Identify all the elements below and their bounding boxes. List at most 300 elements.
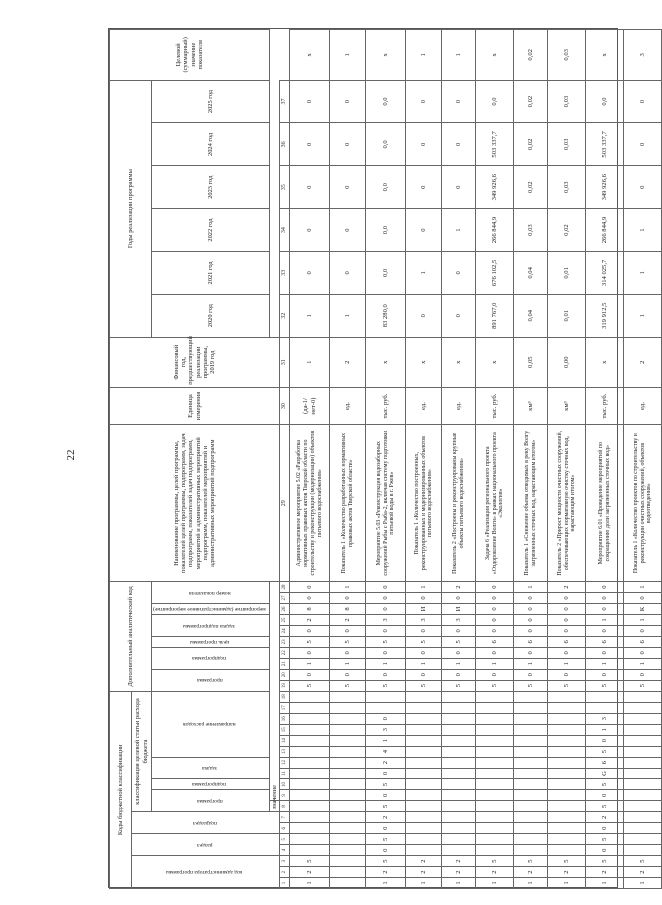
column-number: 25 — [280, 614, 290, 625]
code-digit: 1 — [586, 878, 624, 889]
code-digit: 1 — [442, 878, 476, 889]
code-digit: 0 — [586, 669, 624, 680]
code-digit: 5 — [366, 636, 406, 647]
row-year-value: 349 926,6 — [586, 166, 624, 209]
code-digit: 2 — [548, 582, 586, 593]
code-digit — [548, 702, 586, 713]
code-digit — [624, 779, 662, 790]
row-target-value: 1 — [406, 30, 442, 81]
code-digit — [514, 845, 548, 856]
code-digit — [330, 735, 366, 746]
row-target-value: 1 — [442, 30, 476, 81]
code-digit: 1 — [548, 878, 586, 889]
code-digit: 5 — [330, 636, 366, 647]
code-digit: 5 — [442, 636, 476, 647]
code-digit: 1 — [406, 658, 442, 669]
column-number: 10 — [280, 779, 290, 790]
code-digit: 6 — [548, 636, 586, 647]
column-number: 23 — [280, 636, 290, 647]
code-digit: 1 — [586, 614, 624, 625]
code-digit: 0 — [624, 647, 662, 658]
code-digit — [514, 812, 548, 823]
row-name: Показатель 1 «Количество разработанных нормативных правовых актов Тверской области» — [330, 425, 366, 582]
code-digit: 1 — [624, 614, 662, 625]
row-prev-year-value: х — [476, 337, 514, 387]
code-digit — [290, 735, 330, 746]
code-digit: 2 — [406, 856, 442, 867]
column-number: 29 — [280, 425, 290, 582]
table-row — [442, 30, 476, 889]
code-digit — [514, 746, 548, 757]
code-digit — [366, 691, 406, 702]
code-digit — [406, 845, 442, 856]
year-2023-header: 2023 год — [152, 166, 270, 209]
code-digit — [514, 757, 548, 768]
code-digit — [406, 790, 442, 801]
row-year-value: 0 — [290, 166, 330, 209]
row-year-value: 0 — [442, 251, 476, 294]
code-digit — [290, 845, 330, 856]
code-digit — [330, 801, 366, 812]
code-digit — [442, 812, 476, 823]
code-digit: 0 — [366, 823, 406, 834]
code-digit — [330, 878, 366, 889]
code-digit: 0 — [290, 593, 330, 604]
code-digit — [548, 691, 586, 702]
code-digit: 0 — [406, 647, 442, 658]
code-digit — [624, 834, 662, 845]
row-year-value: 0,03 — [514, 209, 548, 252]
code-digit — [476, 845, 514, 856]
table-row — [330, 30, 366, 889]
row-year-value: 503 337,7 — [586, 123, 624, 166]
row-year-value: 0,0 — [366, 209, 406, 252]
code-digit: 0 — [442, 625, 476, 636]
code-digit: 0 — [366, 593, 406, 604]
table-row — [290, 30, 330, 889]
column-number: 13 — [280, 746, 290, 757]
code-digit: 0 — [586, 582, 624, 593]
code-digit — [624, 691, 662, 702]
code-digit: 0 — [366, 669, 406, 680]
subsection-header: подраздел — [132, 812, 280, 834]
code-digit — [624, 724, 662, 735]
code-digit: 0 — [476, 625, 514, 636]
code-digit: 2 — [548, 867, 586, 878]
code-digit — [290, 812, 330, 823]
code-digit — [624, 823, 662, 834]
code-digit — [476, 823, 514, 834]
code-digit — [476, 702, 514, 713]
code-digit: 1 — [442, 658, 476, 669]
code-digit: 0 — [366, 582, 406, 593]
code-digit: 0 — [366, 604, 406, 615]
code-digit — [290, 823, 330, 834]
code-digit: 5 — [548, 680, 586, 691]
code-digit — [406, 812, 442, 823]
row-year-value: 266 844,9 — [476, 209, 514, 252]
row-year-value: 314 025,7 — [586, 251, 624, 294]
code-digit: 0 — [366, 845, 406, 856]
code-digit: 1 — [624, 658, 662, 669]
code-digit: 0 — [442, 647, 476, 658]
code-digit: 5 — [366, 856, 406, 867]
code-digit: 5 — [514, 856, 548, 867]
row-name: Показатель 2 «Построены и реконструированы крупные объекты питьевого водоснабжения» — [442, 425, 476, 582]
row-year-value: 1 — [330, 294, 366, 337]
column-number: 28 — [280, 582, 290, 593]
code-digit — [290, 768, 330, 779]
row-name: Показатель 1 «Снижение объема отводимых в реку Волгу загрязненных сточных вод, нарастающим итогом» — [514, 425, 548, 582]
code-digit — [290, 691, 330, 702]
code-digit — [330, 812, 366, 823]
row-unit: ед. — [442, 387, 476, 425]
code-digit: 6 — [476, 636, 514, 647]
code-digit: 5 — [586, 779, 624, 790]
code-digit: 8 — [330, 604, 366, 615]
code-digit: И — [406, 604, 442, 615]
code-digit — [514, 823, 548, 834]
code-digit — [330, 713, 366, 724]
column-number: 14 — [280, 735, 290, 746]
code-digit — [476, 691, 514, 702]
code-digit — [442, 801, 476, 812]
code-digit — [330, 867, 366, 878]
column-number: 30 — [280, 387, 290, 425]
row-unit: ед. — [406, 387, 442, 425]
row-target-value: 0,02 — [514, 30, 548, 81]
code-digit: 5 — [476, 680, 514, 691]
table-row — [586, 30, 624, 889]
code-digit — [514, 724, 548, 735]
analytic-code-header: Дополнительный аналитический код — [110, 582, 152, 692]
row-year-value: 0 — [624, 80, 662, 123]
code-digit — [548, 823, 586, 834]
column-number: 26 — [280, 604, 290, 615]
code-digit: 0 — [624, 625, 662, 636]
code-digit: 5 — [586, 856, 624, 867]
code-digit — [330, 790, 366, 801]
row-year-value: 0,03 — [548, 80, 586, 123]
year-2021-header: 2021 год — [152, 251, 270, 294]
code-digit — [514, 702, 548, 713]
code-digit: 5 — [366, 834, 406, 845]
row-year-value: 349 926,6 — [476, 166, 514, 209]
row-year-value: 0 — [330, 209, 366, 252]
row-year-value: 0 — [330, 80, 366, 123]
column-number: 34 — [280, 209, 290, 252]
code-digit — [548, 757, 586, 768]
prog-subprogram-header: подпрограмма — [152, 647, 270, 669]
table-row — [476, 30, 514, 889]
table-row — [624, 30, 662, 889]
column-number: 36 — [280, 123, 290, 166]
code-digit: 0 — [514, 625, 548, 636]
code-digit: 0 — [548, 593, 586, 604]
code-digit — [476, 779, 514, 790]
code-digit: 0 — [330, 625, 366, 636]
row-name: Показатель 2 «Прирост мощности очистных сооружений, обеспечивающих нормативную очистку сточных вод, нарастающим итогом» — [548, 425, 586, 582]
code-digit — [514, 801, 548, 812]
code-digit: 0 — [548, 625, 586, 636]
code-digit: 2 — [586, 867, 624, 878]
row-year-value: 319 912,5 — [586, 294, 624, 337]
column-number: 32 — [280, 294, 290, 337]
code-digit: 5 — [290, 636, 330, 647]
code-digit: 0 — [290, 582, 330, 593]
code-digit — [442, 768, 476, 779]
code-digit: 1 — [406, 878, 442, 889]
code-digit — [514, 834, 548, 845]
code-digit — [514, 735, 548, 746]
code-digit — [406, 801, 442, 812]
row-year-value: 0 — [290, 251, 330, 294]
code-digit: 0 — [366, 625, 406, 636]
code-digit — [624, 790, 662, 801]
code-digit: 3 — [366, 614, 406, 625]
scanned-table-sheet — [108, 28, 653, 888]
row-target-value: х — [476, 30, 514, 81]
code-digit — [442, 735, 476, 746]
code-digit — [624, 801, 662, 812]
code-digit: 1 — [406, 582, 442, 593]
code-digit: 5 — [366, 680, 406, 691]
code-digit: 5 — [406, 680, 442, 691]
code-digit — [330, 779, 366, 790]
row-target-value: 1 — [330, 30, 366, 81]
code-digit: 0 — [366, 768, 406, 779]
code-digit: 1 — [586, 724, 624, 735]
code-digit — [476, 801, 514, 812]
table-row — [366, 30, 406, 889]
code-digit — [406, 834, 442, 845]
prog-task-header: задача подпрограммы — [152, 614, 270, 636]
code-digit: 0 — [406, 593, 442, 604]
code-digit: К — [624, 604, 662, 615]
code-digit: 0 — [514, 614, 548, 625]
year-2020-header: 2020 год — [152, 294, 270, 337]
code-digit: 2 — [290, 614, 330, 625]
code-digit — [514, 790, 548, 801]
code-digit: 0 — [330, 647, 366, 658]
code-digit: 1 — [586, 658, 624, 669]
code-digit: 5 — [586, 834, 624, 845]
code-digit — [406, 724, 442, 735]
target-group-header: Целевой (суммарный) значение показателя — [110, 30, 270, 81]
column-number: 19 — [280, 680, 290, 691]
code-digit: 5 — [586, 746, 624, 757]
row-year-value: 0 — [290, 80, 330, 123]
kbk-program-header: программа — [152, 790, 270, 812]
row-year-value: 891 767,0 — [476, 294, 514, 337]
code-digit: 2 — [442, 867, 476, 878]
code-digit: И — [442, 604, 476, 615]
row-year-value: 0,0 — [366, 123, 406, 166]
years-group-header: Годы реализации программы — [110, 80, 152, 337]
row-name: Показатель 1 «Количество проектов по строительству и реконструкции очистных сооружений, объектов водоотведения» — [624, 425, 662, 582]
row-year-value: 0 — [406, 294, 442, 337]
row-year-value: 0,0 — [586, 80, 624, 123]
code-digit: 5 — [442, 680, 476, 691]
row-year-value: 0,02 — [548, 209, 586, 252]
year-2022-header: 2022 год — [152, 209, 270, 252]
row-year-value: 83 280,0 — [366, 294, 406, 337]
code-digit: 0 — [548, 604, 586, 615]
column-number: 33 — [280, 251, 290, 294]
year-2025-header: 2025 год — [152, 80, 270, 123]
year-2024-header: 2024 год — [152, 123, 270, 166]
table-row — [548, 30, 586, 889]
code-digit — [330, 823, 366, 834]
code-digit: 0 — [586, 735, 624, 746]
code-digit: 1 — [624, 878, 662, 889]
code-digit — [330, 768, 366, 779]
kbk-task-header: задача — [152, 757, 270, 779]
code-digit — [548, 790, 586, 801]
row-year-value: 0,01 — [548, 251, 586, 294]
code-digit: 0 — [476, 593, 514, 604]
code-digit — [476, 746, 514, 757]
code-digit — [624, 845, 662, 856]
code-digit: 0 — [366, 713, 406, 724]
row-year-value: 0 — [442, 123, 476, 166]
code-digit: 1 — [366, 735, 406, 746]
code-digit: 5 — [548, 856, 586, 867]
row-prev-year-value: 0,05 — [514, 337, 548, 387]
code-digit — [406, 691, 442, 702]
code-digit — [406, 779, 442, 790]
code-digit: 5 — [366, 779, 406, 790]
code-digit: 0 — [476, 604, 514, 615]
code-digit: 6 — [586, 636, 624, 647]
code-digit: 0 — [514, 647, 548, 658]
unit-column-header: Единица измерения — [110, 387, 280, 425]
code-digit — [290, 790, 330, 801]
code-digit — [290, 779, 330, 790]
column-number: 21 — [280, 658, 290, 669]
code-digit: 1 — [548, 658, 586, 669]
code-digit: 0 — [548, 647, 586, 658]
code-digit — [442, 702, 476, 713]
code-digit: 1 — [366, 878, 406, 889]
code-digit: 0 — [586, 604, 624, 615]
code-digit: 5 — [290, 680, 330, 691]
code-digit: 0 — [548, 669, 586, 680]
prog-measure-header: мероприятие (административное мероприятие) — [152, 604, 270, 615]
table-row — [514, 30, 548, 889]
code-digit — [442, 746, 476, 757]
column-number: 22 — [280, 647, 290, 658]
row-year-value: 0 — [624, 166, 662, 209]
code-digit: 2 — [290, 867, 330, 878]
code-digit: 0 — [290, 625, 330, 636]
code-digit: 1 — [290, 658, 330, 669]
code-digit — [514, 691, 548, 702]
code-digit: 0 — [548, 614, 586, 625]
code-digit — [330, 856, 366, 867]
code-digit — [548, 845, 586, 856]
row-prev-year-value: 0,00 — [548, 337, 586, 387]
code-digit — [406, 757, 442, 768]
row-prev-year-value: х — [406, 337, 442, 387]
code-digit: 2 — [442, 856, 476, 867]
code-digit — [290, 713, 330, 724]
code-digit: 0 — [406, 669, 442, 680]
name-column-header: Наименование программы, целей программы, показателей целей программы, подпрограмм, задач подпрограмм, показателей задач подпрограмм, мероприятий и административных мероприятий подпрограмм, показателей мероприятий и административных мероприятий подпрограмм — [110, 425, 280, 582]
row-year-value: 0 — [290, 209, 330, 252]
code-digit — [476, 757, 514, 768]
code-digit — [476, 812, 514, 823]
code-digit: 1 — [514, 582, 548, 593]
section-header: раздел — [132, 834, 280, 856]
code-digit: 3 — [366, 724, 406, 735]
code-digit: 6 — [586, 757, 624, 768]
row-year-value: 0,02 — [514, 123, 548, 166]
code-digit: 0 — [586, 790, 624, 801]
column-number: 20 — [280, 669, 290, 680]
kbk-direction-header: направление расходов — [152, 691, 270, 757]
code-digit — [624, 702, 662, 713]
row-year-value: 0 — [442, 166, 476, 209]
row-target-value: х — [586, 30, 624, 81]
row-prev-year-value: х — [442, 337, 476, 387]
code-digit — [290, 724, 330, 735]
row-year-value: 0,0 — [366, 166, 406, 209]
code-digit: 8 — [290, 604, 330, 615]
row-year-value: 0,03 — [548, 123, 586, 166]
code-digit — [442, 691, 476, 702]
row-year-value: 0,0 — [366, 251, 406, 294]
code-digit: 0 — [586, 593, 624, 604]
code-digit: 3 — [406, 614, 442, 625]
row-year-value: 0 — [406, 209, 442, 252]
column-number: 15 — [280, 724, 290, 735]
row-year-value: 0,0 — [476, 80, 514, 123]
row-name: Показатель 1 «Количество построенных, реконструированных и модернизированных объектов питьевого водоснабжения» — [406, 425, 442, 582]
code-digit: 0 — [624, 593, 662, 604]
row-unit: тыс. руб. — [586, 387, 624, 425]
row-prev-year-value: 2 — [330, 337, 366, 387]
code-digit: 6 — [514, 636, 548, 647]
column-number: 37 — [280, 80, 290, 123]
row-name: Задача 6 «Реализация регионального проекта «Оздоровление Волги» в рамках национального проекта «Экология» — [476, 425, 514, 582]
row-unit: тыс. руб. — [476, 387, 514, 425]
column-number: 24 — [280, 625, 290, 636]
code-digit: 2 — [366, 867, 406, 878]
row-year-value: 0 — [442, 294, 476, 337]
code-digit: 0 — [514, 593, 548, 604]
code-digit: 0 — [586, 823, 624, 834]
code-digit: G — [586, 768, 624, 779]
code-digit — [548, 801, 586, 812]
code-digit — [406, 768, 442, 779]
code-digit — [548, 812, 586, 823]
code-digit: 5 — [624, 680, 662, 691]
code-digit — [442, 790, 476, 801]
code-digit — [548, 779, 586, 790]
column-number: 18 — [280, 691, 290, 702]
code-digit — [476, 713, 514, 724]
row-year-value: 1 — [406, 251, 442, 294]
code-digit — [330, 757, 366, 768]
row-year-value: 0 — [290, 123, 330, 166]
row-year-value: 676 102,5 — [476, 251, 514, 294]
code-digit — [624, 746, 662, 757]
column-number-row — [280, 30, 290, 889]
code-digit: 5 — [586, 801, 624, 812]
rotated-table-container — [109, 29, 653, 889]
code-digit — [290, 746, 330, 757]
